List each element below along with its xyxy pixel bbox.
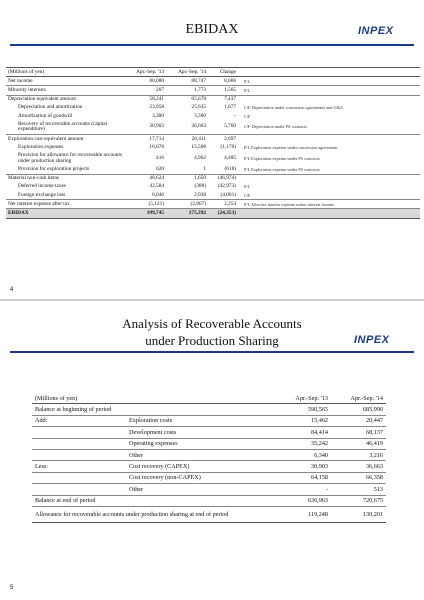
row-value-sep14: 685,990 [331, 404, 386, 415]
row-note [242, 209, 420, 218]
row-value-sep13: 80,080 [124, 77, 166, 86]
row-value-sep13: 48,624 [149, 175, 164, 182]
row-label: Exploration cost equivalent amount [8, 135, 84, 142]
row-value-sep13: 636,963 [276, 495, 331, 506]
table-row [6, 200, 420, 209]
row-value-sep13: 42,584 [149, 183, 164, 190]
row-change: 7,437 [224, 96, 236, 103]
row-value-sep14: 88,747 [166, 77, 208, 86]
row-value-sep14: 4,902 [194, 154, 206, 161]
table-row [6, 191, 420, 200]
row-group [32, 438, 126, 449]
row-value-sep13: 6,340 [276, 449, 331, 460]
table-row [32, 461, 386, 472]
row-value-sep13: 15,462 [276, 415, 331, 426]
row-group [32, 427, 126, 438]
table-row [6, 77, 420, 86]
slide-recoverable-accounts [0, 301, 424, 600]
row-value-sep14: 1,773 [166, 86, 208, 95]
row-group: Add: [32, 415, 126, 426]
recoverable-accounts-table [32, 393, 386, 523]
hdr-col1: Apr.-Sep. '13 [124, 68, 166, 77]
row-value-sep14: 1,650 [194, 175, 206, 182]
row-value-sep14: 46,419 [331, 438, 386, 449]
row-change: 1,677 [224, 104, 236, 111]
row-value-sep14: 3,380 [194, 112, 206, 119]
ebidax-table [6, 67, 420, 219]
row-value-sep14: 36,663 [166, 120, 208, 135]
row-note: P/L Exploration expense under PS contracts [242, 166, 420, 175]
row-value-sep14: 175,392 [166, 209, 208, 218]
row-note: C/F [242, 191, 420, 200]
slide-ebidax [0, 0, 424, 299]
row-label: Depreciation equivalent amount [8, 96, 76, 103]
row-change: 2,254 [208, 200, 242, 209]
table-row [32, 438, 386, 449]
page-number: 4 [10, 287, 14, 293]
row-value-sep13: 16,678 [149, 143, 164, 150]
row-label: Amortization of goodwill [18, 112, 73, 119]
hdr-label: (Millions of yen) [6, 68, 124, 77]
row-value-sep13: 30,903 [276, 461, 331, 472]
row-note: C/F Depreciation under PS contracts [242, 120, 420, 135]
row-change: (618) [208, 166, 242, 175]
table-row [32, 495, 386, 506]
row-value-sep14: (388) [194, 183, 206, 190]
inpex-logo: INPEX [354, 334, 390, 346]
row-label: Exploration expenses [18, 143, 64, 150]
table-row [6, 166, 420, 175]
hdr-col2: Apr.-Sep. '14 [166, 68, 208, 77]
row-value-sep14: 130,201 [331, 506, 386, 522]
row-value-sep13: 620 [124, 166, 166, 175]
row-change: 8,666 [208, 77, 242, 86]
row-label: Net interest expense after tax [6, 200, 124, 209]
row-note [242, 95, 420, 104]
table-row [32, 472, 386, 483]
row-change: (46,974) [217, 175, 236, 182]
table-row [32, 506, 386, 522]
hdr-col1: Apr.-Sep. '13 [276, 393, 331, 404]
row-label: Exploration costs [126, 415, 276, 426]
row-label: Recovery of recoverable accounts (capital expenditure) [6, 120, 124, 135]
table-row [32, 484, 386, 495]
row-change: 5,760 [208, 120, 242, 135]
row-value-sep14: 1 [166, 166, 208, 175]
table-row [32, 415, 386, 426]
row-label: Other [126, 449, 276, 460]
row-value-sep14: 3,216 [331, 449, 386, 460]
row-value-sep13: 6,040 [124, 191, 166, 200]
row-note: P/L [242, 86, 420, 95]
row-change: 1,565 [208, 86, 242, 95]
table-row [6, 135, 420, 144]
row-value-sep14: (2,867) [166, 200, 208, 209]
row-value-sep13: 17,714 [149, 135, 164, 142]
hdr-label: (Millions of yen) [32, 393, 276, 404]
table-header [32, 393, 386, 404]
row-label: Other [126, 484, 276, 495]
row-note: P/L After-tax interest expense minus interest income [242, 200, 420, 209]
row-group [32, 472, 126, 483]
row-label: Operating expenses [126, 438, 276, 449]
row-group [32, 449, 126, 460]
row-value-sep14: 513 [331, 484, 386, 495]
table-row [32, 449, 386, 460]
row-value-sep14: 720,675 [331, 495, 386, 506]
row-value-sep14: 15,508 [191, 143, 206, 150]
row-change: (42,973) [217, 183, 236, 190]
row-label: Balance at end of period [32, 495, 276, 506]
row-note [242, 174, 420, 183]
row-value-sep13: 84,414 [276, 427, 331, 438]
row-group: Less: [32, 461, 126, 472]
row-value-sep13: 3,380 [152, 112, 164, 119]
row-label: EBIDAX [6, 209, 124, 218]
row-value-sep13: 64,158 [276, 472, 331, 483]
row-label: Deferred income taxes [18, 183, 66, 190]
row-value-sep14: 65,678 [191, 96, 206, 103]
row-group [32, 484, 126, 495]
row-change: - [234, 112, 236, 119]
row-value-sep14: 68,137 [331, 427, 386, 438]
row-label: Provision for exploration projects [6, 166, 124, 175]
row-value-sep14: 36,663 [331, 461, 386, 472]
row-value-sep13: 23,958 [149, 104, 164, 111]
row-value-sep13: - [276, 484, 331, 495]
table-row [6, 183, 420, 191]
title-rule [10, 351, 414, 353]
title-rule [10, 44, 414, 46]
row-value-sep14: 2,038 [166, 191, 208, 200]
row-label: Material non-cash items [8, 175, 60, 182]
row-note: P/L Exploration expense under concession agreements [244, 144, 338, 150]
table-row [6, 152, 420, 166]
hdr-note [242, 68, 420, 77]
table-row [6, 174, 420, 183]
row-label: Minority interests [6, 86, 124, 95]
table-row [6, 143, 420, 151]
row-value-sep13: 35,242 [276, 438, 331, 449]
title-line-1: Analysis of Recoverable Accounts [122, 316, 302, 331]
table-row [6, 120, 420, 135]
row-value-sep13: 119,248 [276, 506, 331, 522]
row-value-sep13: 58,241 [149, 96, 164, 103]
row-change: (1,170) [220, 143, 236, 150]
slide-title: EBIDAX [185, 22, 239, 37]
row-label: Allowance for recoverable accounts under production sharing at end of period [32, 506, 276, 522]
row-label: Cost recovery (non-CAPEX) [126, 472, 276, 483]
row-change: 2,697 [224, 135, 236, 142]
row-label: Balance at beginning of period [32, 404, 276, 415]
row-label: Development costs [126, 427, 276, 438]
row-note: P/L [244, 184, 251, 190]
row-value-sep13: (5,121) [124, 200, 166, 209]
table-row [6, 104, 420, 112]
hdr-change: Change [208, 68, 242, 77]
table-header [6, 68, 420, 77]
table-row [6, 209, 420, 218]
row-value-sep13: 207 [124, 86, 166, 95]
row-label: Depreciation and amortization [18, 104, 83, 111]
inpex-logo: INPEX [358, 25, 394, 37]
row-note: C/F [244, 113, 251, 119]
row-change: 4,485 [224, 154, 236, 161]
row-label: Net income [6, 77, 124, 86]
row-note [242, 135, 420, 144]
row-value-sep13: 199,745 [124, 209, 166, 218]
row-label: Cost recovery (CAPEX) [126, 461, 276, 472]
hdr-col2: Apr.-Sep. '14 [331, 393, 386, 404]
table-row [6, 86, 420, 95]
row-note: P/L Exploration expense under PS contracts [244, 155, 320, 161]
row-value-sep14: 66,358 [331, 472, 386, 483]
table-row [32, 404, 386, 415]
row-note: C/F Depreciation under concession agreements and G&A [244, 105, 344, 111]
row-value-sep13: 30,903 [124, 120, 166, 135]
table-row [32, 427, 386, 438]
table-row [6, 95, 420, 104]
row-value-sep14: 20,411 [191, 135, 206, 142]
row-label: Provision for allowance for recoverable accounts under production sharing [18, 151, 122, 164]
table-row [6, 112, 420, 120]
row-note: P/L [242, 77, 420, 86]
title-line-2: under Production Sharing [145, 333, 279, 348]
row-value-sep13: 590,565 [276, 404, 331, 415]
row-value-sep13: 416 [156, 154, 164, 161]
row-value-sep14: 25,635 [191, 104, 206, 111]
row-label: Foreign exchange loss [6, 191, 124, 200]
row-change: (24,353) [208, 209, 242, 218]
slide-title [60, 315, 364, 349]
page-number: 5 [10, 585, 14, 591]
row-value-sep14: 20,447 [331, 415, 386, 426]
row-change: (4,001) [208, 191, 242, 200]
